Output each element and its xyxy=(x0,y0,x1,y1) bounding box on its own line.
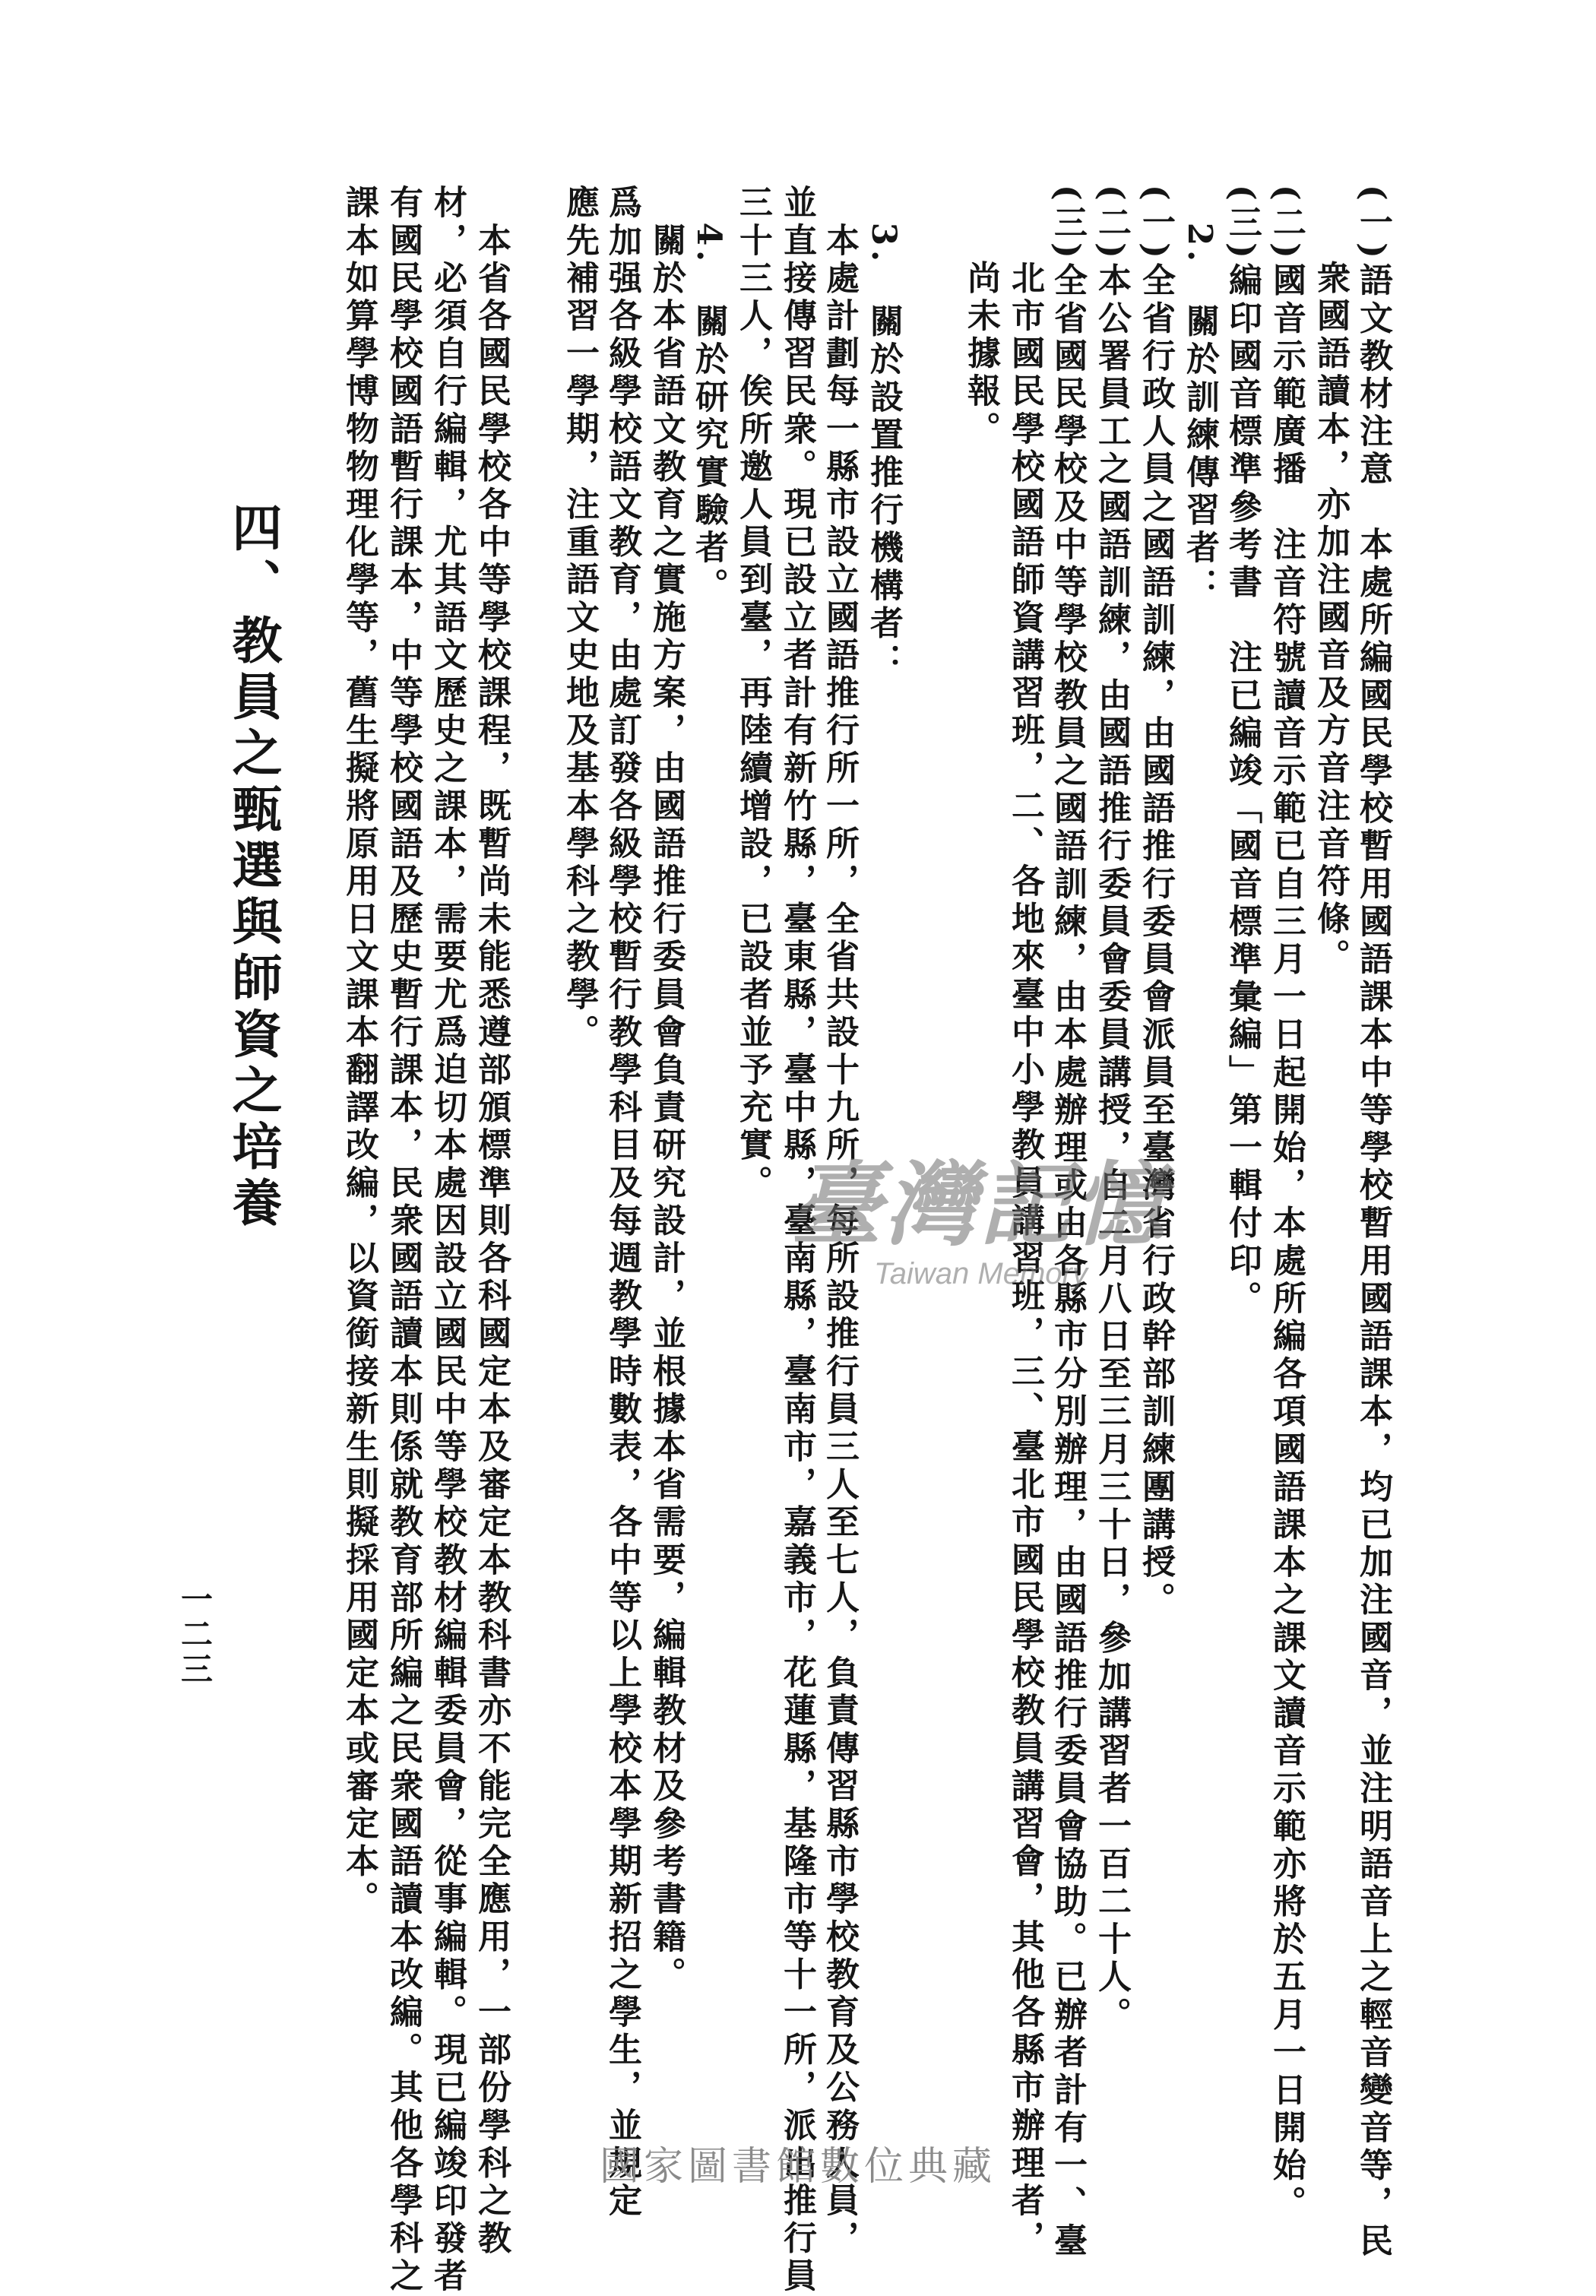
text-line-1: (一)語文教材注意 本處所編國民學校暫用國語課本中等學校暫用國語課本，均已加注國音，並注明語音上之輕音變音等，民 xyxy=(1354,185,1392,2261)
watermark-chinese: 臺灣記憶 xyxy=(790,1151,1167,1259)
text-line-15: 4. 關於研究實驗者。 xyxy=(689,185,728,606)
text-line-11: 3. 關於設置推行機構者： xyxy=(864,185,903,681)
text-line-4: (三)編印國音標準參考書 注已編竣「國音標準彙編」第一輯付印。 xyxy=(1223,185,1262,1319)
text-line-17: 爲加强各級學校語文教育，由處訂發各級學校暫行教學科目及每週教學時數表，各中等以上學校本學期新招之學生，並規定 xyxy=(603,185,641,2221)
text-line-18: 應先補習一學期，注重語文史地及基本學科之教學。 xyxy=(560,185,599,1052)
section-heading: 四、教員之甄選與師資之培養 xyxy=(223,502,283,1233)
text-line-16: 關於本省語文教育之實施方案，由國語推行委員會負責研究設計，並根據本省需要，編輯教材及參考書籍。 xyxy=(647,185,686,1994)
text-line-8: (三)全省國民學校及中等學校教員之國語訓練，由本處辦理或由各縣市分別辦理，由國語推行委員會協助。已辦者計有一、臺 xyxy=(1048,185,1087,2261)
text-line-2: 衆國語讀本，亦加注國音及方音注音符條。 xyxy=(1311,185,1350,977)
watermark-english: Taiwan Memory xyxy=(874,1257,1088,1291)
text-line-21: 有國民學校國語暫行課本，中等學校國語及歷史暫行課本，民衆國語讀本則係就教育部所編之民衆國語讀本改編。其他各學科之 xyxy=(384,185,423,2296)
text-line-22: 課本如算學博物物理化學等，舊生擬將原用日文課本翻譯改編，以資銜接新生則擬採用國定本或審定本。 xyxy=(340,185,378,1919)
text-line-3: (二)國音示範廣播 注音符號讀音示範已自三月一日起開始，本處所編各項國語課本之課文讀音示範亦將於五月一日開始。 xyxy=(1267,185,1306,2223)
text-line-14: 三十三人，俟所邀人員到臺，再陸續增設，已設者並予充實。 xyxy=(733,185,772,1203)
text-line-7: (二)本公署員工之國語訓練，由國語推行委員會委員講授，自二月八日至三月三十日，參加講習者一百二十人。 xyxy=(1092,185,1131,2035)
text-line-9: 北市國民學校國語師資講習班，二、各地來臺中小學教員講習班，三、臺北市國民學校教員講習會，其他各縣市辦理者， xyxy=(1005,185,1044,2258)
page-number: 一二三 xyxy=(176,1582,214,1687)
text-line-12: 本處計劃每一縣市設立國語推行所一所，全省共設十九所，每所設推行員三人至七人，負責傳習縣市學校教育及公務人員， xyxy=(820,185,859,2258)
text-line-20: 材，必須自行編輯，尤其語文歷史之課本，需要尤爲迫切本處因設立國民中等學校教材編輯委員會，從事編輯。現已編竣印發者 xyxy=(428,185,467,2296)
text-line-13: 並直接傳習民衆。現已設立者計有新竹縣，臺東縣，臺中縣，臺南縣，臺南市，嘉義市，花蓮縣，基隆市等十一所，派出推行員 xyxy=(777,185,816,2296)
footer-collection-label: 國家圖書館數位典藏 xyxy=(599,2144,996,2190)
text-line-10: 尚未據報。 xyxy=(961,185,1000,449)
text-line-6: (一)全省行政人員之國語訓練，由國語推行委員會派員至臺灣省行政幹部訓練團講授。 xyxy=(1136,185,1175,1620)
text-line-19: 本省各國民學校各中等學校課程，既暫尚未能悉遵部頒標準則各科國定本及審定本教科書亦不能完全應用，一部份學科之教 xyxy=(472,185,511,2258)
text-line-5: 2. 關於訓練傳習者： xyxy=(1180,185,1219,606)
